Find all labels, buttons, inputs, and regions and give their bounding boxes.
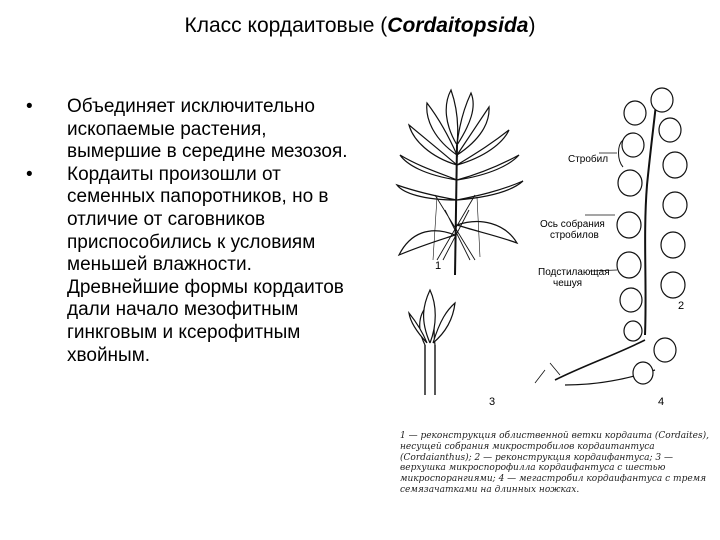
bullet-list xyxy=(26,96,366,367)
label-bract-line2: чешуя xyxy=(553,278,583,289)
title-prefix: Класс кордаитовые ( xyxy=(184,14,388,37)
botanical-drawing xyxy=(385,85,715,430)
figure-number: 4 xyxy=(658,396,665,408)
title-suffix: ) xyxy=(528,14,536,37)
figure-number: 3 xyxy=(489,396,496,408)
leafy-branch-drawing xyxy=(397,90,523,275)
figure-number: 2 xyxy=(678,300,685,312)
bullet-item xyxy=(26,96,366,164)
megastrobilus-drawing xyxy=(535,321,676,385)
slide-title xyxy=(0,14,720,38)
bullet-marker: • xyxy=(26,96,33,117)
bullet-item xyxy=(26,164,366,367)
label-strobile: Стробил xyxy=(568,154,609,165)
figure-caption: 1 — реконструкция облиственной ветки кордаита (Cordaites), несущей собрания микростробилов кордаитантуса (Cordaianthus); 2 — реконструкция кордаифантуса; 3 — верхушка микроспорофилла кордаифантуса с шестью микроспорангиями; 4 — мегастробил кордаифантуса с тремя семязачатками на длинных ножках. xyxy=(400,431,709,495)
strobilus-axis-drawing xyxy=(585,88,687,335)
microsporophyll-drawing xyxy=(409,290,455,395)
bullet-text: Кордаиты произошли от семенных папоротников, но в отличие от саговников приспособились к условиям меньшей влажности. Древнейшие формы кордаитов дали начало мезофитным гинкговым и ксерофитным хвойным. xyxy=(67,163,344,366)
title-latin-name: Cordaitopsida xyxy=(387,14,529,37)
label-axis-line2: стробилов xyxy=(550,230,599,241)
figure-number: 1 xyxy=(435,260,442,272)
bullet-text: Объединяет исключительно ископаемые растения, вымершие в середине мезозоя. xyxy=(67,96,348,163)
bullet-marker: • xyxy=(26,163,33,185)
label-bract-line1: Подстилающая xyxy=(538,267,610,278)
label-axis-line1: Ось собрания xyxy=(540,219,605,230)
